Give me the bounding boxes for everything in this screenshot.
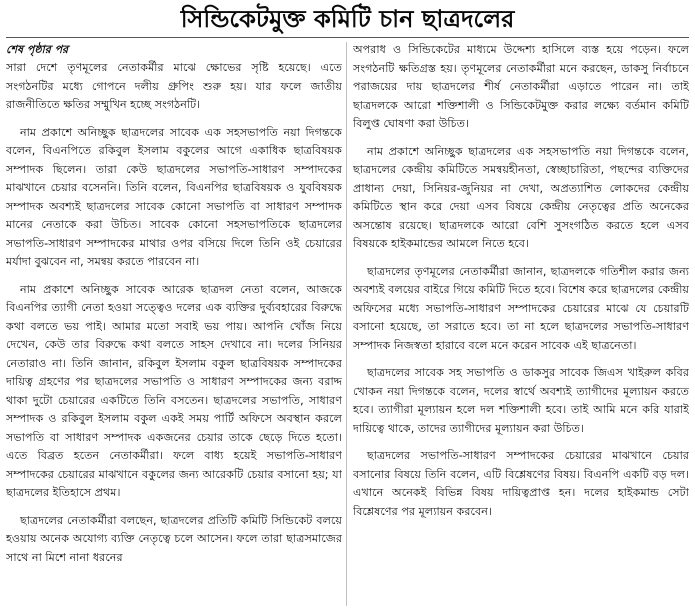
column-divider [346,42,347,606]
body-paragraph: ছাত্রদলের সভাপতি-সাধারণ সম্পাদকের চেয়ারের মাঝখানে চেয়ার বসানোর বিষয়ে তিনি বলেন, এটি বিশ্লেষণের বিষয়। বিএনপি একটি বড় দল। এখানে অনেকই বিভিন্ন বিষয় দায়িত্বপ্রাপ্ত হন। দলের হাইকমান্ড সেটা বিশ্লেষণের পর মূল্যায়ন করবেন। [353,449,689,518]
continued-from-label: শেষ পৃষ্ঠার পর [6,43,69,56]
body-paragraph: ছাত্রদলের তৃণমূলের নেতাকর্মীরা জানান, ছাত্রদলকে গতিশীল করার জন্য অবশ্যই বলয়ের বাইরে গিয়ে কমিটি দিতে হবে। বিশেষ করে ছাত্রদলের কেন্দ্রীয় অফিসের মধ্যে সভাপতি-সাধারণ সম্পাদকের চেয়ারের মাঝে যে চেয়ারটি বসানো হয়েছে, তা সরাতে হবে। তা না হলে ছাত্রদলের সভাপতি-সাধারণ সম্পাদক নিজস্বতা হারাবে বলে মনে করেন সাবেক এই ছাত্রনেতা। [353,264,689,352]
body-paragraph: সারা দেশে তৃণমূলের নেতাকর্মীর মাঝে ক্ষোভের সৃষ্টি হয়েছে। এতে সংগঠনটির মধ্যে গোপনে দলীয় গ্রুপিং শুরু হয়। যার ফলে জাতীয় রাজনীতিতে ক্ষতির সম্মুখিন হচ্ছে সংগঠনটি। [6,61,342,111]
left-column [6,41,342,607]
body-paragraph: নাম প্রকাশে অনিচ্ছুক ছাত্রদলের সাবেক এক সহসভাপতি নয়া দিগন্তকে বলেন, বিএনপিতে রকিবুল ইসলাম বকুলের আগে একাধিক ছাত্রবিষয়ক সম্পাদক ছিলেন। তারা কেউ ছাত্রদলের সভাপতি-সাধারণ সম্পাদকের মাঝখানে চেয়ার বসেননি। তিনি বলেন, বিএনপির ছাত্রবিষয়ক ও যুববিষয়ক সম্পাদক অবশ্যই ছাত্রদলের সাবেক কোনো সভাপতি বা সাধারণ সম্পাদক মানের নেতাকে করা উচিত। সাবেক কোনো সহসভাপতিকে ছাত্রদলের সভাপতি-সাধারণ সম্পাদকের মাথার ওপর বসিয়ে দিলে তিনি ওই চেয়ারের মর্যাদা বুঝবেন না, সমন্বয় করতে পারবেন না। [6,125,342,268]
body-paragraph: ছাত্রদলের নেতাকর্মীরা বলছেন, ছাত্রদলের প্রতিটি কমিটি সিন্ডিকেট বলয়ে হওয়ায় অনেক অযোগ্য ব্যক্তি নেতৃত্বে চলে আসেন। ফলে তারা ছাত্রসমাজের সাথে না মিশে নানা ধরনের [6,513,342,564]
body-paragraph: ছাত্রদলের সাবেক সহ সভাপতি ও ডাকসুর সাবেক জিএস খাইরুল কবির খোকন নয়া দিগন্তকে বলেন, দলের স্বার্থে অবশ্যই ত্যাগীদের মূল্যায়ন করতে হবে। ত্যাগীরা মূল্যায়ন হলে দল শক্তিশালী হবে। তাই আমি মনে করি যারাই দায়িত্বে থাকে, তাদের ত্যাগীদের মূল্যায়ন করা উচিত। [353,366,689,435]
headline-divider [6,37,689,38]
right-column [353,41,689,607]
body-paragraph: অপরাধ ও সিন্ডিকেটের মাধ্যমে উদ্দেশ্য হাসিলে ব্যস্ত হয়ে পড়েন। ফলে সংগঠনটি ক্ষতিগ্রস্ত হয়। তৃণমূলের নেতাকর্মীরা মনে করছেন, ডাকসু নির্বাচনে পরাজয়ের দায় ছাত্রদলের শীর্ষ নেতাকর্মীরা এড়াতে পারেন না। তাই ছাত্রদলকে আরো শক্তিশালী ও সিন্ডিকেটমুক্ত করার লক্ষ্যে বর্তমান কমিটি বিলুপ্ত ঘোষণা করা উচিত। [353,43,689,130]
body-paragraph: নাম প্রকাশে অনিচ্ছুক সাবেক আরেক ছাত্রদল নেতা বলেন, আজকে বিএনপির ত্যাগী নেতা হওয়া সত্ত্বেও দলের এক ব্যক্তির দুর্ব্যবহারের বিরুদ্ধে কথা বলতে ভয় পাই। আমার মতো সবাই ভয় পায়। আপনি খোঁজ নিয়ে দেখেন, কেউ তার বিরুদ্ধে কথা বলতে সাহস দেখাবে না। দলের সিনিয়র নেতারাও না। তিনি জানান, রকিবুল ইসলাম বকুল ছাত্রবিষয়ক সম্পাদকের দায়িত্ব গ্রহণের পর ছাত্রদলের সভাপতি ও সাধারণ সম্পাদকের জন্য বরাদ্দ থাকা দুটো চেয়ারের একটিতে তিনি বসতেন। ছাত্রদলের সভাপতি, সাধারণ সম্পাদক ও রকিবুল ইসলাম বকুল একই সময় পার্টি অফিসে অবস্থান করলে সভাপতি বা সাধারণ সম্পাদক একজনের চেয়ার তাকে ছেড়ে দিতে হতো। এতে বিব্রত হতেন নেতাকর্মীরা। ফলে বাধ্য হয়েই সভাপতি-সাধারণ সম্পাদকের চেয়ারের মাঝখানে বকুলের জন্য আরেকটি চেয়ার বসানো হয়; যা ছাত্রদলের ইতিহাসে প্রথম। [6,282,342,499]
body-paragraph: নাম প্রকাশে অনিচ্ছুক ছাত্রদলের এক সহসভাপতি নয়া দিগন্তকে বলেন, ছাত্রদলের কেন্দ্রীয় কমিটিতে সমন্বয়হীনতা, স্বেচ্ছাচারিতা, পছন্দের ব্যক্তিদের প্রাধান্য দেয়া, সিনিয়র-জুনিয়র না দেখা, অপ্রত্যাশিত লোকদের কেন্দ্রীয় কমিটিতে স্থান করে দেয়া এসব বিষয়ে কেন্দ্রীয় নেতৃত্বের প্রতি অনেকের অসন্তোষ রয়েছে। ছাত্রদলকে আরো বেশি সুসংগঠিত করতে হলে এসব বিষয়কে হাইকমান্ডের আমলে নিতে হবে। [353,144,689,250]
article-headline: সিন্ডিকেটমুক্ত কমিটি চান ছাত্রদলের [180,5,515,33]
